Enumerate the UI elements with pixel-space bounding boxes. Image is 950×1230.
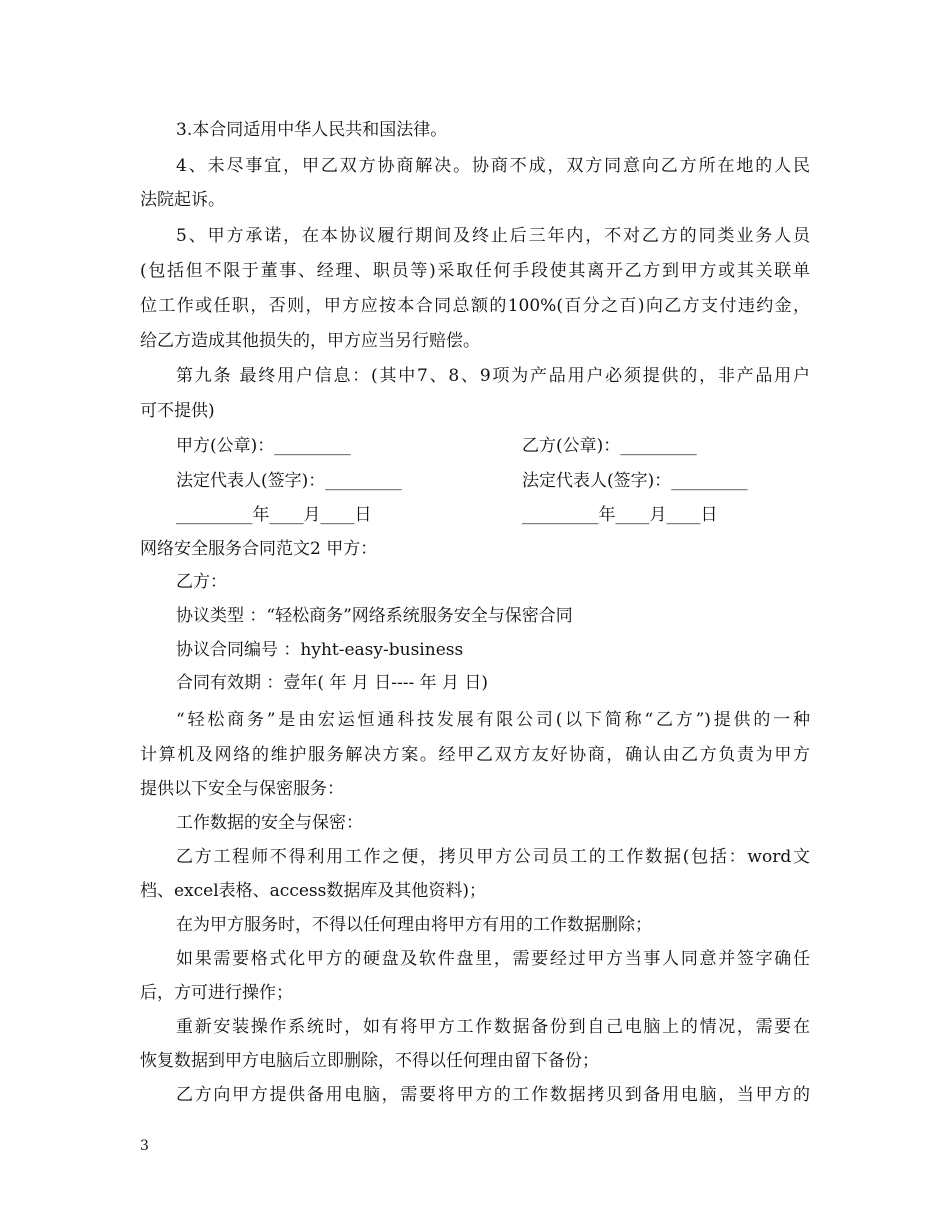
paragraph-line: 乙方工程师不得利用工作之便，拷贝甲方公司员工的工作数据(包括：word文 bbox=[176, 847, 810, 867]
party-a-representative: 法定代表人(签字)：_________ bbox=[176, 471, 402, 491]
page-number: 3 bbox=[140, 1138, 149, 1154]
paragraph-line: 3.本合同适用中华人民共和国法律。 bbox=[176, 120, 448, 140]
section-heading: 工作数据的安全与保密： bbox=[176, 813, 363, 833]
party-b-date: _________年____月____日 bbox=[522, 505, 718, 525]
party-a-date: _________年____月____日 bbox=[176, 505, 372, 525]
paragraph-line: 可不提供) bbox=[140, 401, 215, 421]
paragraph-line: “轻松商务”是由宏运恒通科技发展有限公司(以下简称“乙方”)提供的一种 bbox=[176, 710, 810, 730]
party-a-seal: 甲方(公章)：_________ bbox=[176, 436, 351, 456]
paragraph-line: 乙方： bbox=[176, 572, 227, 592]
party-b-seal: 乙方(公章)：_________ bbox=[522, 436, 697, 456]
paragraph-line: (包括但不限于董事、经理、职员等)采取任何手段使其离开乙方到甲方或其关联单 bbox=[140, 261, 810, 281]
paragraph-line: 重新安装操作系统时，如有将甲方工作数据备份到自己电脑上的情况，需要在 bbox=[176, 1017, 810, 1037]
paragraph-line: 协议合同编号 ：hyht-easy-business bbox=[176, 640, 464, 660]
contract-title: 网络安全服务合同范文2 甲方： bbox=[140, 539, 378, 559]
paragraph-line: 后，方可进行操作； bbox=[140, 983, 293, 1003]
paragraph-line: 恢复数据到甲方电脑后立即删除，不得以任何理由留下备份； bbox=[140, 1051, 599, 1071]
paragraph-line: 乙方向甲方提供备用电脑，需要将甲方的工作数据拷贝到备用电脑，当甲方的 bbox=[176, 1085, 810, 1105]
paragraph-line: 5、甲方承诺，在本协议履行期间及终止后三年内，不对乙方的同类业务人员 bbox=[176, 226, 810, 246]
paragraph-line: 法院起诉。 bbox=[140, 190, 225, 210]
paragraph-line: 给乙方造成其他损失的，甲方应当另行赔偿。 bbox=[140, 331, 480, 351]
paragraph-line: 在为甲方服务时，不得以任何理由将甲方有用的工作数据删除； bbox=[176, 915, 652, 935]
paragraph-line: 如果需要格式化甲方的硬盘及软件盘里，需要经过甲方当事人同意并签字确任 bbox=[176, 949, 810, 969]
article-heading: 第九条 最终用户信息：(其中7、8、9项为产品用户必须提供的，非产品用户 bbox=[176, 366, 810, 386]
paragraph-line: 4、未尽事宜，甲乙双方协商解决。协商不成，双方同意向乙方所在地的人民 bbox=[176, 156, 810, 176]
paragraph-line: 计算机及网络的维护服务解决方案。经甲乙双方友好协商，确认由乙方负责为甲方 bbox=[140, 745, 810, 765]
paragraph-line: 合同有效期 ：壹年( 年 月 日---- 年 月 日) bbox=[176, 673, 489, 693]
paragraph-line: 提供以下安全与保密服务： bbox=[140, 779, 344, 799]
paragraph-line: 位工作或任职，否则，甲方应按本合同总额的100%(百分之百)向乙方支付违约金， bbox=[140, 296, 810, 316]
party-b-representative: 法定代表人(签字)：_________ bbox=[522, 471, 748, 491]
paragraph-line: 协议类型 ：“轻松商务”网络系统服务安全与保密合同 bbox=[176, 606, 573, 626]
paragraph-line: 档、excel表格、access数据库及其他资料)； bbox=[140, 881, 486, 901]
